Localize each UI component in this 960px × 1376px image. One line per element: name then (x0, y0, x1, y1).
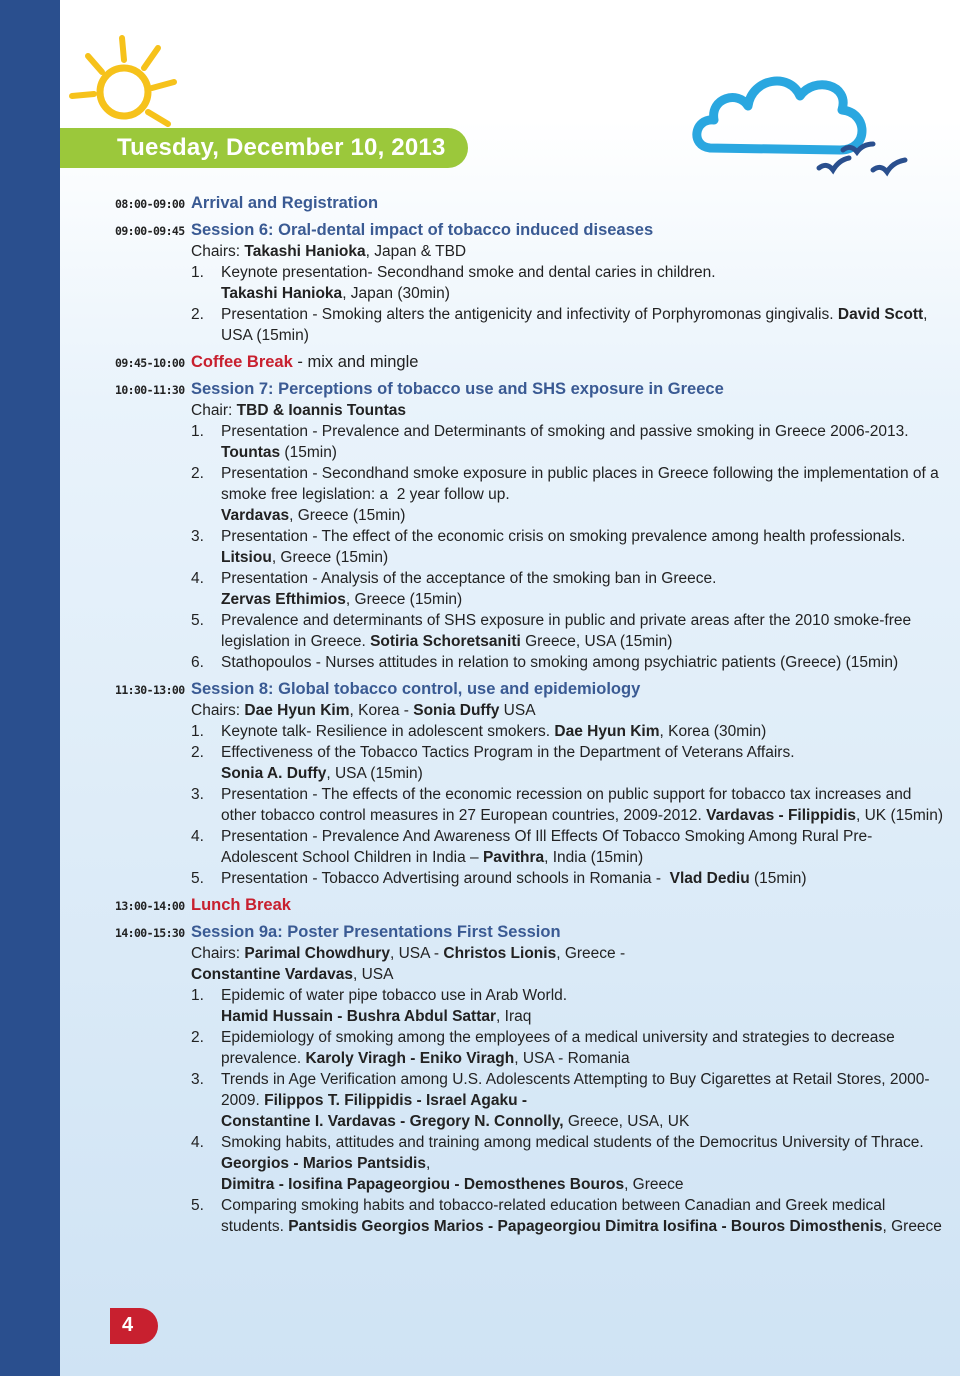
list-item-text: Presentation - Tobacco Advertising around schools in Romania - Vlad Dediu (15min) (221, 870, 807, 887)
list-item (191, 463, 945, 526)
session-title (191, 679, 945, 700)
list-item-text: Epidemic of water pipe tobacco use in Arab World. Hamid Hussain - Bushra Abdul Sattar, Iraq (221, 987, 568, 1025)
session-title (191, 922, 945, 943)
list-item (191, 262, 945, 304)
session-body (191, 193, 945, 214)
list-item-text: Smoking habits, attitudes and training among medical students of the Democritus University of Thrace. Georgios - Marios Pantsidis, Dimitra - Iosifina Papageorgiou - Demosthenes Bouros, Greece (221, 1134, 924, 1193)
list-item (191, 1027, 945, 1069)
list-item (191, 1132, 945, 1195)
session-time: 08:00-09:00 (115, 197, 185, 211)
list-item-text: Presentation - The effect of the economic crisis on smoking prevalence among health professionals. Litsiou, Greece (15min) (221, 528, 906, 566)
list-item-text: Presentation - The effects of the economic recession on public support for tobacco tax increases and other tobacco control measures in 27 European countries, 2009-2012. Vardavas - Filippidis, UK (15min) (221, 786, 943, 824)
session-body (191, 220, 945, 346)
list-item-number: 3. (191, 786, 204, 803)
list-item (191, 868, 945, 889)
session-time: 13:00-14:00 (115, 899, 185, 913)
list-item-text: Keynote presentation- Secondhand smoke and dental caries in children. Takashi Hanioka, Japan (30min) (221, 264, 716, 302)
session-time: 09:45-10:00 (115, 356, 185, 370)
list-item (191, 610, 945, 652)
list-item (191, 721, 945, 742)
list-item (191, 652, 945, 673)
session-time: 11:30-13:00 (115, 683, 185, 697)
schedule-entry (115, 352, 945, 373)
list-item-number: 5. (191, 1197, 204, 1214)
schedule-entry (115, 895, 945, 916)
list-item (191, 421, 945, 463)
session-title (191, 895, 945, 916)
sun-icon (60, 30, 190, 140)
session-chairs: Chair: TBD & Ioannis Tountas (191, 402, 407, 419)
session-title-text: Session 8: Global tobacco control, use and epidemiology (191, 680, 641, 698)
session-title (191, 220, 945, 241)
schedule-entry (115, 220, 945, 346)
list-item (191, 1069, 945, 1132)
session-time: 10:00-11:30 (115, 383, 185, 397)
schedule (115, 193, 945, 1237)
schedule-entry (115, 922, 945, 1237)
session-title-text: Lunch Break (191, 896, 291, 914)
list-item-text: Comparing smoking habits and tobacco-related education between Canadian and Greek medical students. Pantsidis Georgios Marios - Papageorgiou Dimitra Iosifina - Bouros Dimosthenis, Greece (221, 1197, 942, 1235)
session-body (191, 379, 945, 673)
list-item-text: Presentation - Prevalence and Determinants of smoking and passive smoking in Greece 2006-2013. Tountas (15min) (221, 423, 909, 461)
left-sidebar-band (0, 0, 60, 1376)
list-item (191, 304, 945, 346)
session-title (191, 193, 945, 214)
list-item-number: 5. (191, 612, 204, 629)
list-item-number: 3. (191, 1071, 204, 1088)
list-item-text: Trends in Age Verification among U.S. Adolescents Attempting to Buy Cigarettes at Retail Stores, 2000-2009. Filippos T. Filippidis - Israel Agaku - Constantine I. Vardavas - Gregory N. Connolly, Greece, USA, UK (221, 1071, 930, 1130)
list-item (191, 742, 945, 784)
list-item-text: Effectiveness of the Tobacco Tactics Program in the Department of Veterans Affairs. Sonia A. Duffy, USA (15min) (221, 744, 795, 782)
list-item-number: 2. (191, 465, 204, 482)
list-item (191, 1195, 945, 1237)
birds-icon (815, 140, 915, 190)
list-item-text: Presentation - Smoking alters the antigenicity and infectivity of Porphyromonas gingivalis. David Scott, USA (15min) (221, 306, 928, 344)
list-item-text: Presentation - Secondhand smoke exposure in public places in Greece following the implementation of a smoke free legislation: a 2 year follow up. Vardavas, Greece (15min) (221, 465, 939, 524)
list-item-text: Prevalence and determinants of SHS exposure in public and private areas after the 2010 smoke-free legislation in Greece. Sotiria Schoretsaniti Greece, USA (15min) (221, 612, 912, 650)
page-number-badge (110, 1308, 158, 1344)
session-chairs: Chairs: Takashi Hanioka, Japan & TBD (191, 243, 467, 260)
list-item (191, 526, 945, 568)
list-item-number: 1. (191, 423, 204, 440)
session-body (191, 679, 945, 889)
list-item-number: 4. (191, 570, 204, 587)
list-item-number: 4. (191, 828, 204, 845)
page-number: 4 (122, 1314, 134, 1336)
list-item-text: Keynote talk- Resilience in adolescent smokers. Dae Hyun Kim, Korea (30min) (221, 723, 767, 740)
list-item-text: Presentation - Analysis of the acceptance of the smoking ban in Greece. Zervas Efthimios, Greece (15min) (221, 570, 717, 608)
list-item (191, 784, 945, 826)
page-title: Tuesday, December 10, 2013 (117, 134, 446, 161)
list-item-text: Presentation - Prevalence And Awareness Of Ill Effects Of Tobacco Smoking Among Rural Pre-Adolescent School Children in India – Pavithra, India (15min) (221, 828, 873, 866)
session-title-text: Session 7: Perceptions of tobacco use and SHS exposure in Greece (191, 380, 724, 398)
session-body (191, 352, 945, 373)
session-title (191, 352, 945, 373)
list-item (191, 568, 945, 610)
schedule-entry (115, 193, 945, 214)
list-item-text: Stathopoulos - Nurses attitudes in relation to smoking among psychiatric patients (Greece) (15min) (221, 654, 899, 671)
session-title-suffix: - mix and mingle (292, 353, 419, 371)
session-body (191, 895, 945, 916)
session-chairs: Chairs: Parimal Chowdhury, USA - Christos Lionis, Greece - Constantine Vardavas, USA (191, 945, 626, 983)
list-item-text: Epidemiology of smoking among the employees of a medical university and strategies to decrease prevalence. Karoly Viragh - Eniko Viragh, USA - Romania (221, 1029, 895, 1067)
list-item-number: 2. (191, 744, 204, 761)
session-title-text: Session 9a: Poster Presentations First Session (191, 923, 561, 941)
list-item-number: 2. (191, 306, 204, 323)
session-title-text: Arrival and Registration (191, 194, 379, 212)
schedule-entry (115, 679, 945, 889)
session-body (191, 922, 945, 1237)
schedule-entry (115, 379, 945, 673)
list-item-number: 5. (191, 870, 204, 887)
session-title-text: Coffee Break (191, 353, 293, 371)
list-item (191, 985, 945, 1027)
list-item-number: 1. (191, 723, 204, 740)
session-chairs: Chairs: Dae Hyun Kim, Korea - Sonia Duffy USA (191, 702, 536, 719)
session-title-text: Session 6: Oral-dental impact of tobacco induced diseases (191, 221, 654, 239)
session-time: 09:00-09:45 (115, 224, 185, 238)
list-item-number: 1. (191, 987, 204, 1004)
list-item-number: 6. (191, 654, 204, 671)
list-item-number: 2. (191, 1029, 204, 1046)
list-item (191, 826, 945, 868)
session-time: 14:00-15:30 (115, 926, 185, 940)
session-title (191, 379, 945, 400)
list-item-number: 4. (191, 1134, 204, 1151)
list-item-number: 3. (191, 528, 204, 545)
list-item-number: 1. (191, 264, 204, 281)
